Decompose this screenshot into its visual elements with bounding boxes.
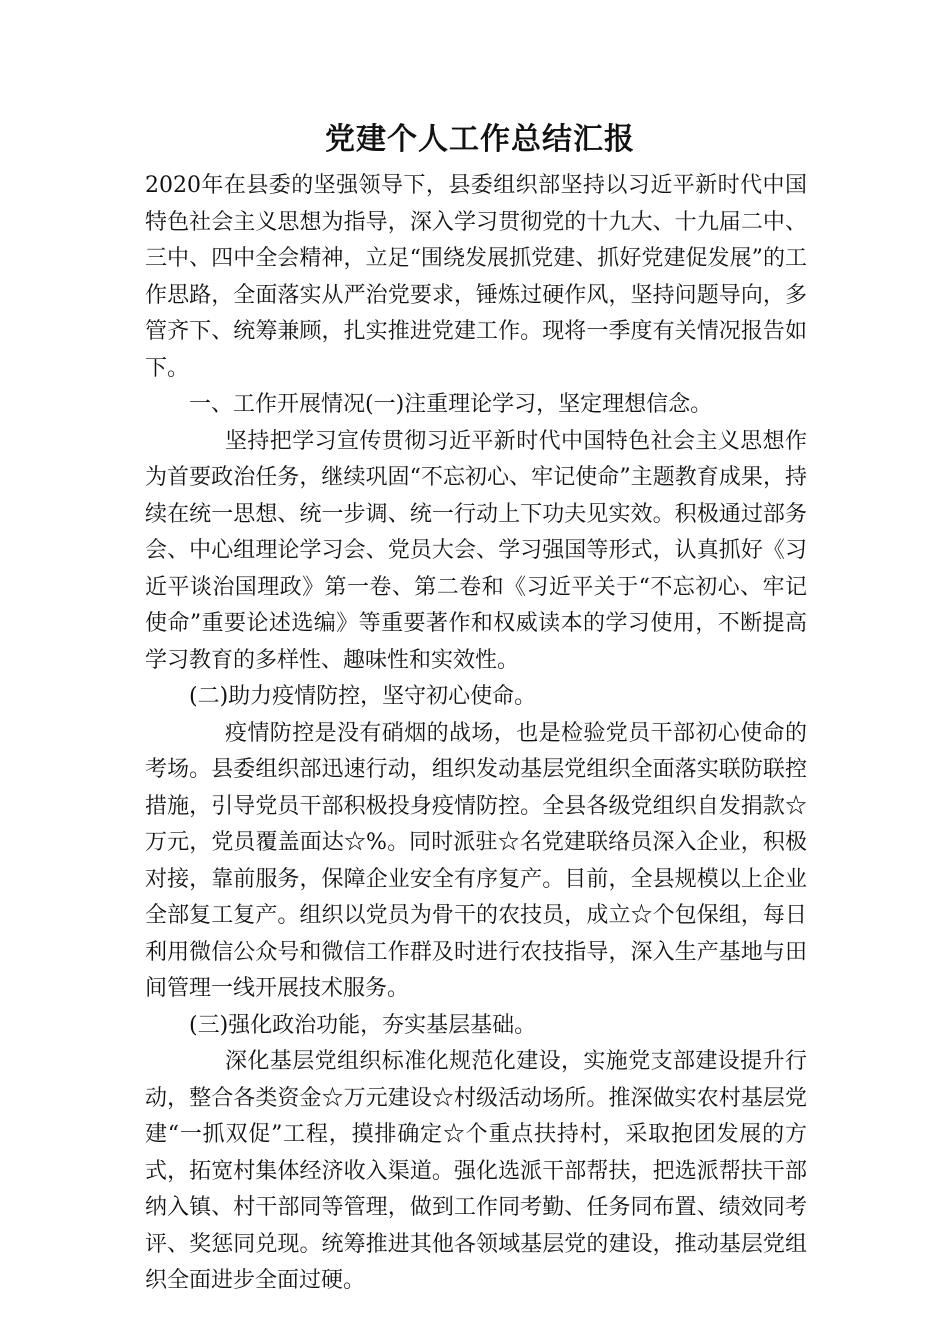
- section-heading-3: (三)强化政治功能，夯实基层基础。: [189, 1012, 537, 1038]
- section-heading-1: 一、工作开展情况(一)注重理论学习，坚定理想信念。: [189, 392, 713, 417]
- document-title: 党建个人工作总结汇报: [325, 122, 635, 157]
- section-body-3: 深化基层党组织标准化规范化建设，实施党支部建设提升行动，整合各类资金☆万元建设☆村级活动场所。推深做实农村基层党建“一抓双促”工程，摸排确定☆个重点扶持村，采取抱团发展的方式，拓宽村集体经济收入渠道。强化选派干部帮扶，把选派帮扶干部纳入镇、村干部同等管理，做到工作同考勤、任务同布置、绩效同考评、奖惩同兑现。统筹推进其他各领域基层党的建设，推动基层党组织全面进步全面过硬。: [145, 1049, 807, 1293]
- section-body-1: 坚持把学习宣传贯彻习近平新时代中国特色社会主义思想作为首要政治任务，继续巩固“不忘初心、牢记使命”主题教育成果，持续在统一思想、统一步调、统一行动上下功夫见实效。积极通过部务会、中心组理论学习会、党员大会、学习强国等形式，认真抓好《习近平谈治国理政》第一卷、第二卷和《习近平关于“不忘初心、牢记使命”重要论述选编》等重要著作和权威读本的学习使用，不断提高学习教育的多样性、趣味性和实效性。: [145, 428, 807, 673]
- intro-paragraph: 2020年在县委的坚强领导下，县委组织部坚持以习近平新时代中国特色社会主义思想为指导，深入学习贯彻党的十九大、十九届二中、三中、四中全会精神，立足“围绕发展抓党建、抓好党建促发展”的工作思路，全面落实从严治党要求，锤炼过硬作风，坚持问题导向，多管齐下、统筹兼顾，扎实推进党建工作。现将一季度有关情况报告如下。: [145, 173, 807, 381]
- document-page: [145, 112, 807, 1300]
- section-body-2: 疫情防控是没有硝烟的战场，也是检验党员干部初心使命的考场。县委组织部迅速行动，组织发动基层党组织全面落实联防联控措施，引导党员干部积极投身疫情防控。全县各级党组织自发捐款☆万元，党员覆盖面达☆%。同时派驻☆名党建联络员深入企业，积极对接，靠前服务，保障企业安全有序复产。目前，全县规模以上企业全部复工复产。组织以党员为骨干的农技员，成立☆个包保组，每日利用微信公众号和微信工作群及时进行农技指导，深入生产基地与田间管理一线开展技术服务。: [145, 720, 807, 1001]
- section-heading-2: (二)助力疫情防控，坚守初心使命。: [189, 684, 537, 709]
